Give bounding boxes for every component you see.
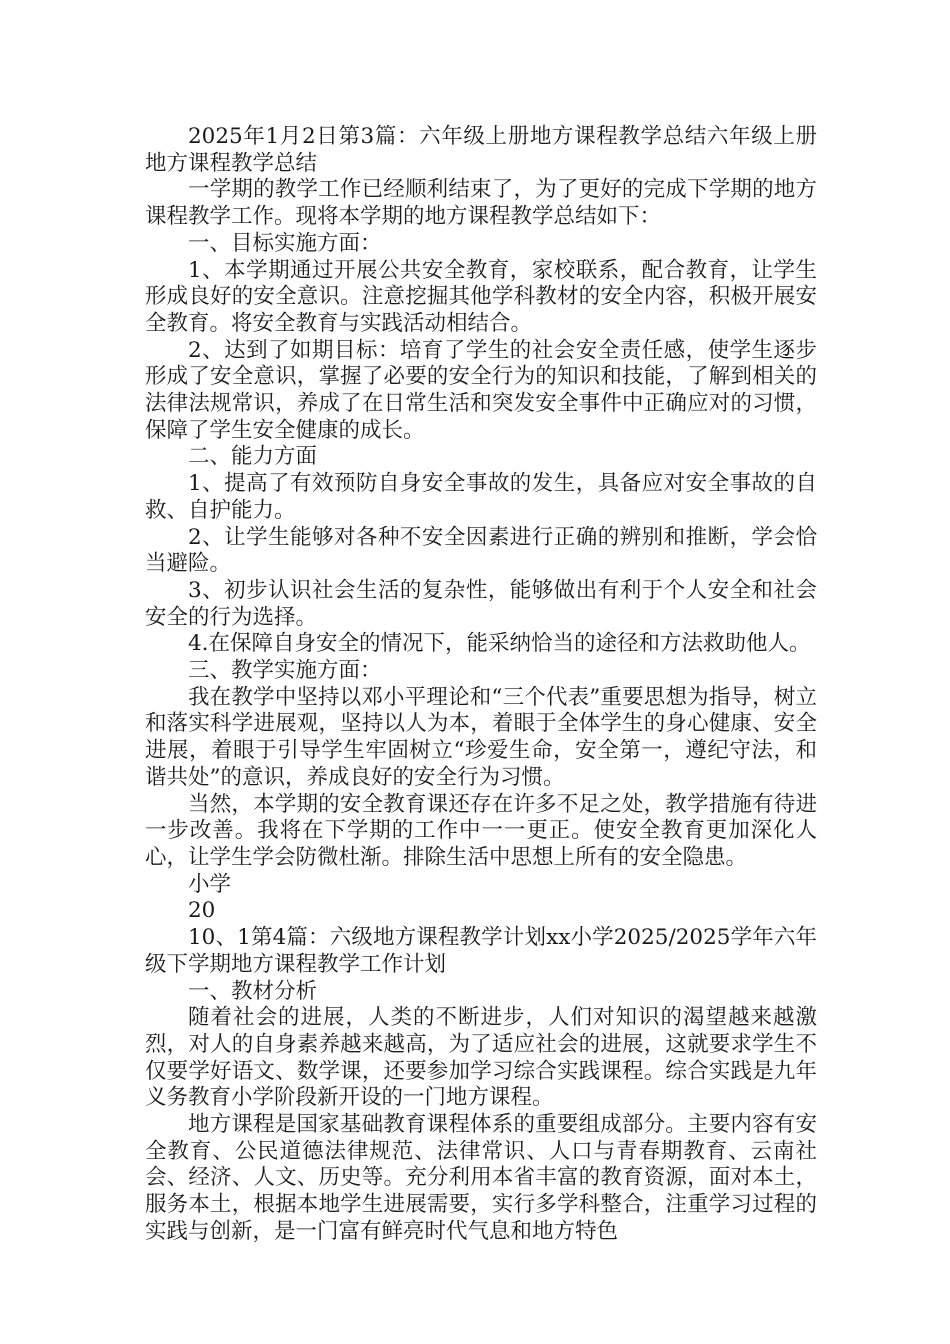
document-body — [145, 124, 817, 1246]
section-heading-ability: 二、能力方面 — [188, 444, 318, 470]
paragraph-goal-1: 1、本学期通过开展公共安全教育，家校联系，配合教育，让学生形成良好的安全意识。注意挖掘其他学科教材的安全内容，积极开展安全教育。将安全教育与实践活动相结合。 — [145, 257, 817, 336]
paragraph-heading-part4: 10、1第4篇：六级地方课程教学计划xx小学2025/2025学年六年级下学期地方课程教学工作计划 — [145, 925, 817, 977]
paragraph-textbook-1: 随着社会的进展，人类的不断进步，人们对知识的渴望越来越激烈，对人的自身素养越来越高，为了适应社会的进展，这就要求学生不仅要学好语文、数学课，还要参加学习综合实践课程。综合实践是九年义务教育小学阶段新开设的一门地方课程。 — [145, 1005, 817, 1111]
section-heading-goals: 一、目标实施方面： — [188, 230, 382, 256]
paragraph-year: 20 — [188, 898, 216, 924]
paragraph-heading-part3: 2025年1月2日第3篇：六年级上册地方课程教学总结六年级上册地方课程教学总结 — [145, 124, 817, 176]
paragraph-goal-2: 2、达到了如期目标：培育了学生的社会安全责任感，使学生逐步形成了安全意识，掌握了必要的安全行为的知识和技能，了解到相关的法律法规常识，养成了在日常生活和突发安全事件中正确应对的习惯，保障了学生安全健康的成长。 — [145, 337, 817, 443]
paragraph-ability-4: 4.在保障自身安全的情况下，能采纳恰当的途径和方法救助他人。 — [188, 631, 811, 657]
section-heading-teaching: 三、教学实施方面： — [188, 658, 382, 684]
paragraph-textbook-2: 地方课程是国家基础教育课程体系的重要组成部分。主要内容有安全教育、公民道德法律规范、法律常识、人口与青春期教育、云南社会、经济、人文、历史等。充分利用本省丰富的教育资源，面对本土，服务本土，根据本地学生进展需要，实行多学科整合，注重学习过程的实践与创新，是一门富有鲜亮时代气息和地方特色 — [145, 1112, 817, 1244]
paragraph-intro: 一学期的教学工作已经顺利结束了，为了更好的完成下学期的地方课程教学工作。现将本学期的地方课程教学总结如下： — [145, 177, 817, 230]
paragraph-school: 小学 — [188, 871, 232, 897]
paragraph-teaching-1: 我在教学中坚持以邓小平理论和“三个代表”重要思想为指导，树立和落实科学进展观，坚持以人为本，着眼于全体学生的身心健康、安全进展，着眼于引导学生牢固树立“珍爱生命，安全第一，遵纪守法，和谐共处”的意识，养成良好的安全行为习惯。 — [145, 684, 817, 790]
paragraph-ability-3: 3、初步认识社会生活的复杂性，能够做出有利于个人安全和社会安全的行为选择。 — [145, 577, 817, 630]
paragraph-ability-2: 2、让学生能够对各种不安全因素进行正确的辨别和推断，学会恰当避险。 — [145, 524, 817, 577]
paragraph-teaching-2: 当然，本学期的安全教育课还存在许多不足之处，教学措施有待进一步改善。我将在下学期的工作中一一更正。使安全教育更加深化人心，让学生学会防微杜渐。排除生活中思想上所有的安全隐患。 — [145, 791, 817, 870]
section-heading-textbook: 一、教材分析 — [188, 978, 318, 1004]
paragraph-ability-1: 1、提高了有效预防自身安全事故的发生，具备应对安全事故的自救、自护能力。 — [145, 471, 817, 523]
